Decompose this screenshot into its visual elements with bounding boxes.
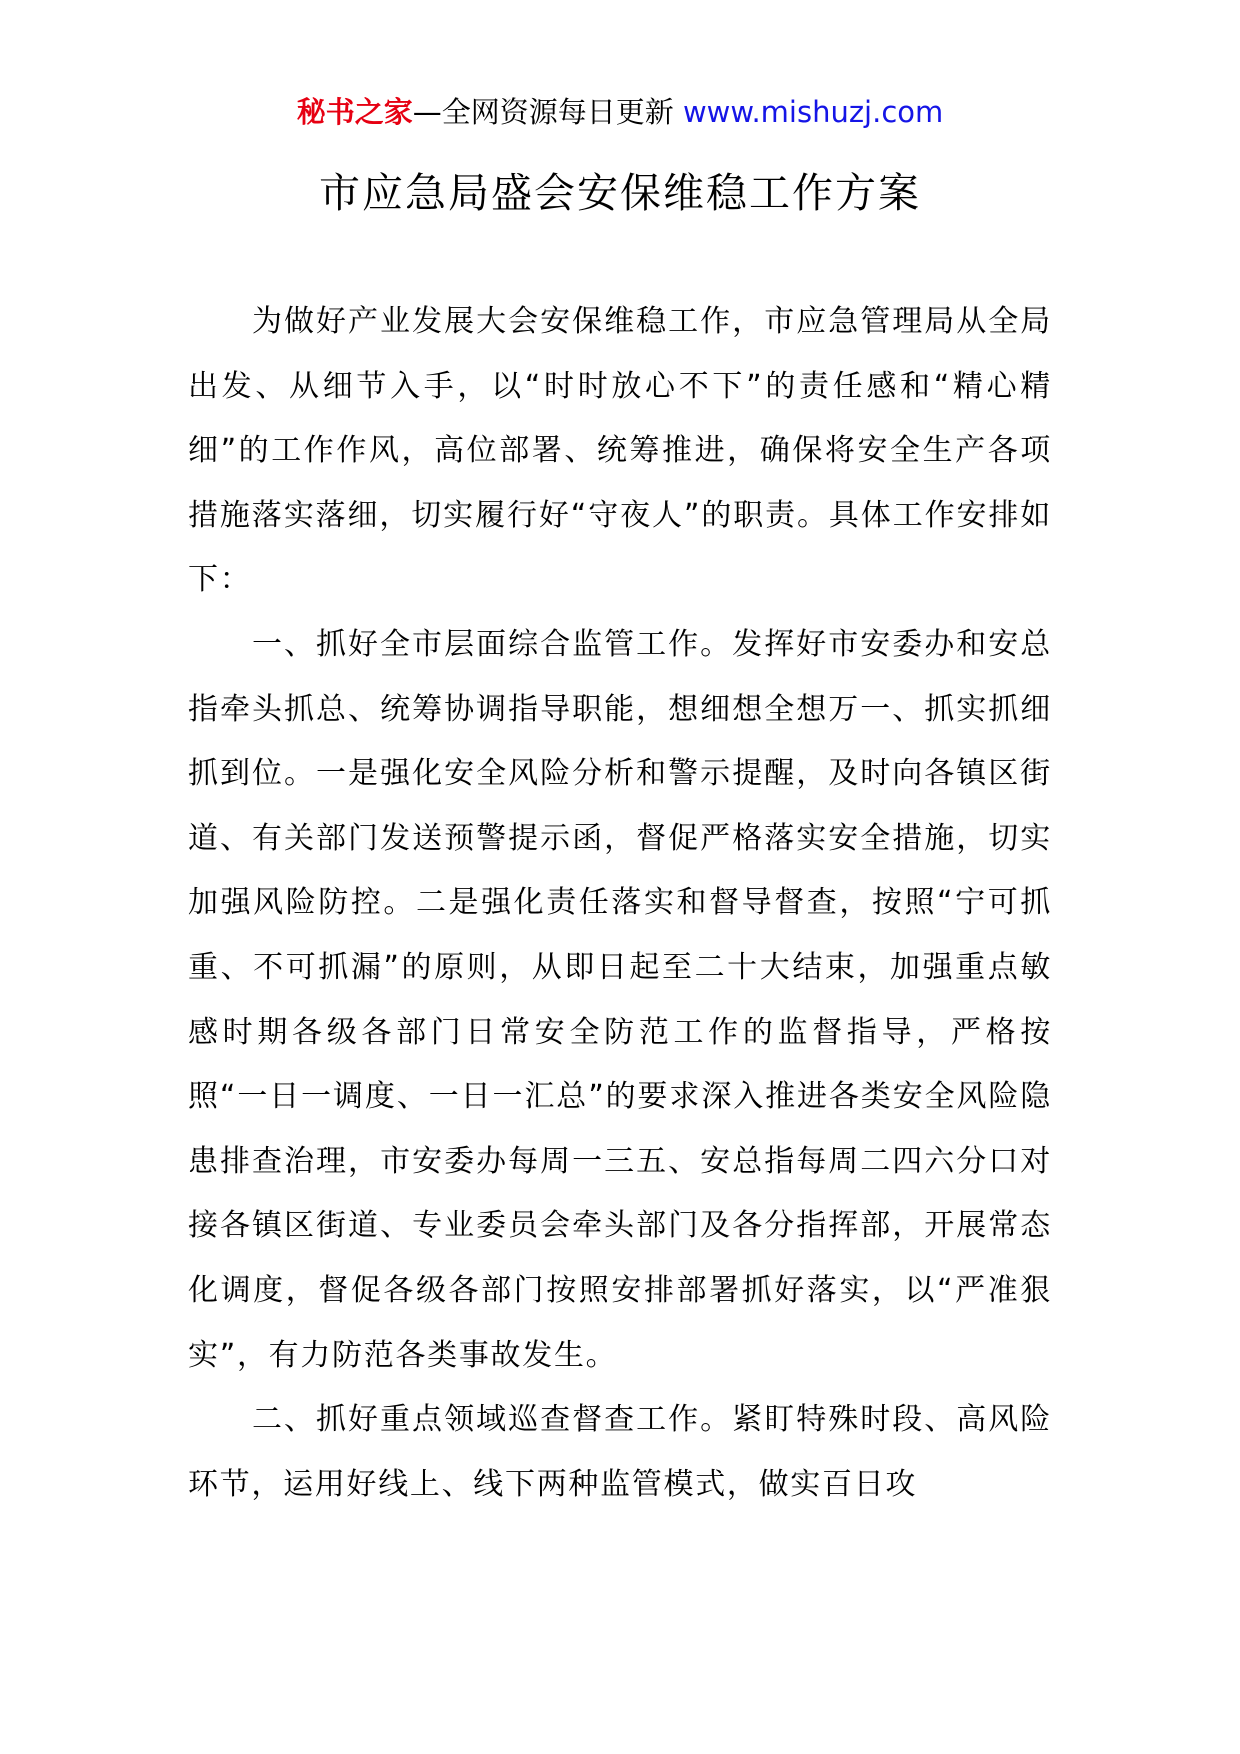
site-tagline: —全网资源每日更新 bbox=[412, 95, 674, 129]
paragraph-section-two: 二、抓好重点领域巡查督查工作。紧盯特殊时段、高风险环节，运用好线上、线下两种监管模式，做实百日攻 bbox=[188, 1402, 1052, 1502]
paragraph-intro: 为做好产业发展大会安保维稳工作，市应急管理局从全局出发、从细节入手，以“时时放心不下”的责任感和“精心精细”的工作作风，高位部署、统筹推进，确保将安全生产各项措施落实落细，切实履行好“守夜人”的职责。具体工作安排如下： bbox=[188, 304, 1052, 598]
site-url-link[interactable]: www.mishuzj.com bbox=[682, 95, 944, 129]
paragraph-section-one: 一、抓好全市层面综合监管工作。发挥好市安委办和安总指牵头抓总、统筹协调指导职能，想细想全想万一、抓实抓细抓到位。一是强化安全风险分析和警示提醒，及时向各镇区街道、有关部门发送预警提示函，督促严格落实安全措施，切实加强风险防控。二是强化责任落实和督导督查，按照“宁可抓重、不可抓漏”的原则，从即日起至二十大结束，加强重点敏感时期各级各部门日常安全防范工作的监督指导，严格按照“一日一调度、一日一汇总”的要求深入推进各类安全风险隐患排查治理，市安委办每周一三五、安总指每周二四六分口对接各镇区街道、专业委员会牵头部门及各分指挥部，开展常态化调度，督促各级各部门按照安排部署抓好落实，以“严准狠实”，有力防范各类事故发生。 bbox=[188, 626, 1052, 1373]
site-header bbox=[0, 92, 1240, 132]
document-title: 市应急局盛会安保维稳工作方案 bbox=[319, 169, 921, 217]
site-brand: 秘书之家 bbox=[296, 95, 413, 129]
document-body bbox=[188, 290, 1052, 1517]
